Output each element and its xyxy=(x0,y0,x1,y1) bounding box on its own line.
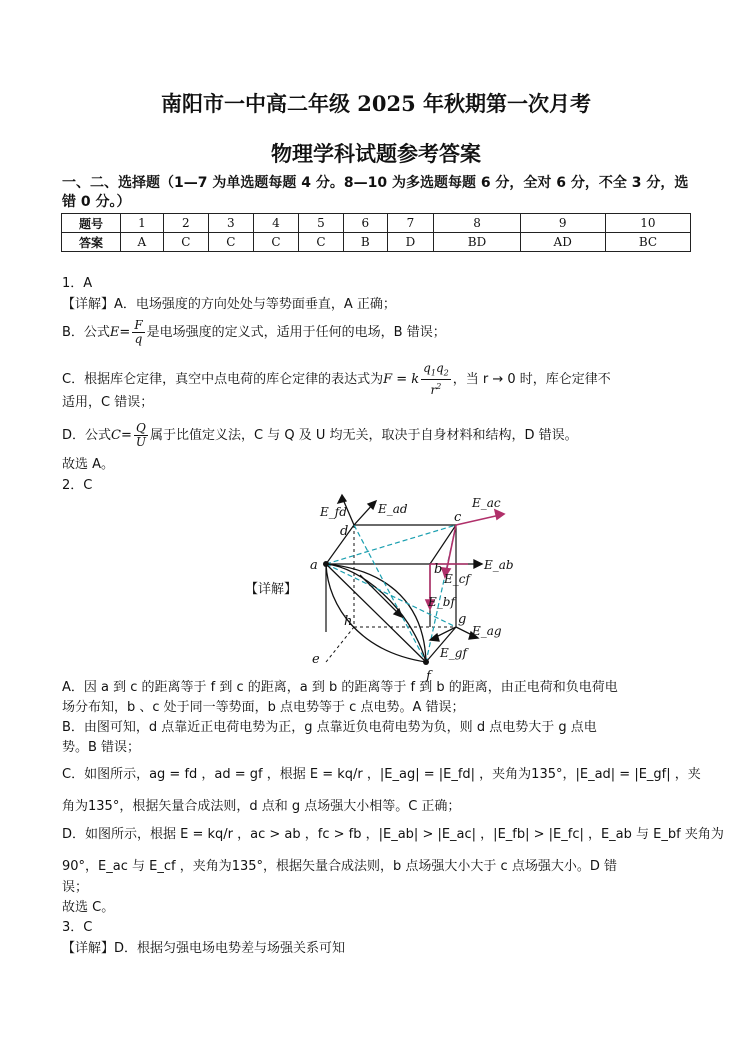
table-cell: B xyxy=(344,233,387,252)
label-f: f xyxy=(426,669,431,684)
table-cell: 5 xyxy=(298,214,343,233)
label-Ebf: E_bf xyxy=(428,595,455,609)
table-cell: 6 xyxy=(344,214,387,233)
label-g: g xyxy=(458,612,467,627)
label-Efd: E_fd xyxy=(320,505,347,519)
hidden-edge-eh xyxy=(326,627,354,662)
row-label-answer: 答案 xyxy=(62,233,121,252)
q2-detail-d-line3: 误； xyxy=(62,880,89,895)
q3-number: 3．C xyxy=(62,920,93,935)
table-cell: C xyxy=(208,233,253,252)
answer-table-row-answers xyxy=(62,233,691,252)
q1-conclusion: 故选 A。 xyxy=(62,457,115,472)
q2-detail-c-line2: 角为135°，根据矢量合成法则，d 点和 g 点场强大小相等。C 正确； xyxy=(62,799,461,814)
arrow-Eac xyxy=(456,515,500,525)
point-f xyxy=(423,659,429,665)
q2-detail-a-line1: A．因 a 到 c 的距离等于 f 到 c 的距离，a 到 b 的距离等于 f 到 b 的距离，由正电荷和负电荷电 xyxy=(62,680,618,695)
q2-conclusion: 故选 C。 xyxy=(62,900,115,915)
label-Ead: E_ad xyxy=(378,502,408,516)
q1-c-prefix: C．根据库仑定律，真空中点电荷的库仑定律的表达式为 xyxy=(62,372,384,388)
label-Eab: E_ab xyxy=(484,558,514,572)
label-d: d xyxy=(340,524,349,539)
arrowhead-Eab xyxy=(474,560,482,568)
label-c: c xyxy=(454,510,462,525)
dashed-df xyxy=(354,525,426,662)
table-cell: 3 xyxy=(208,214,253,233)
field-line-straight xyxy=(326,564,426,662)
table-cell: C xyxy=(253,233,298,252)
row-label-number: 题号 xyxy=(62,214,121,233)
label-Eag: E_ag xyxy=(472,624,502,638)
table-cell: BC xyxy=(605,233,690,252)
q1-number: 1．A xyxy=(62,276,93,291)
table-cell: 9 xyxy=(520,214,605,233)
label-a: a xyxy=(310,558,318,573)
page-subtitle: 物理学科试题参考答案 xyxy=(271,141,481,166)
formula-C-Q-over-U: $\frac{Q}{U}$ xyxy=(135,421,146,449)
label-h: h xyxy=(344,614,353,629)
section-heading xyxy=(62,174,698,212)
q1-detail-b: B．公式E= $\frac{F}{q}$ 是电场强度的定义式，适用于任何的电场，B 错误； xyxy=(62,318,446,346)
table-cell: C xyxy=(298,233,343,252)
table-cell: A xyxy=(121,233,164,252)
q1-detail-c: C．根据库仑定律，真空中点电荷的库仑定律的表达式为F = k $\frac{q_1q_2}{r^2}$ ，当 r → 0 时，库仑定律不 xyxy=(62,361,611,398)
label-Egf: E_gf xyxy=(440,646,467,660)
arrowhead-Efd xyxy=(338,495,346,503)
q1-b-prefix: B．公式 xyxy=(62,325,110,340)
field-direction-arrow xyxy=(360,575,400,615)
q2-detail-a-line2: 场分布知，b 、c 处于同一等势面，b 点电势等于 c 点电势。A 错误； xyxy=(62,700,465,715)
q1-detail-c-line2: 适用，C 错误； xyxy=(62,395,154,410)
q3-detail-d: 【详解】D．根据匀强电场电势差与场强关系可知 xyxy=(62,941,346,956)
label-Ecf: E_cf xyxy=(444,572,470,586)
label-e: e xyxy=(312,652,320,667)
table-cell: D xyxy=(387,233,434,252)
q1-d-prefix: D．公式 xyxy=(62,428,112,443)
q1-b-suffix: 是电场强度的定义式，适用于任何的电场，B 错误； xyxy=(146,325,446,340)
q2-detail-b-line1: B．由图可知，d 点靠近正电荷电势为正，g 点靠近负电荷电势为负，则 d 点电势大于 g 点电 xyxy=(62,720,597,735)
table-cell: AD xyxy=(520,233,605,252)
q2-number: 2．C xyxy=(62,478,93,493)
cube-field-diagram xyxy=(300,487,520,684)
answer-table-row-numbers xyxy=(62,214,691,233)
page-title: 南阳市一中高二年级 2025 年秋期第一次月考 xyxy=(160,91,592,116)
q2-detail-d-line2: 90°，E_ac 与 E_cf ，夹角为135°，根据矢量合成法则，b 点场强大小大于 c 点场强大小。D 错 xyxy=(62,859,617,874)
q2-detail-c-line1: C．如图所示，ag = fd ，ad = gf ，根据 E = kq/r ，|E_ag| = |E_fd| ，夹角为135°，|E_ad| = |E_gf| ，夹 xyxy=(62,767,701,782)
q2-detail-label: 【详解】 xyxy=(245,582,298,597)
table-cell: 4 xyxy=(253,214,298,233)
formula-E-F-over-q: $\frac{F}{q}$ xyxy=(134,318,143,346)
table-cell: 1 xyxy=(121,214,164,233)
q2-detail-d-line1: D．如图所示，根据 E = kq/r ，ac > ab ，fc > fb ，|E_ab| > |E_ac| ，|E_fb| > |E_fc| ，E_ab 与 E_bf 夹角为 xyxy=(62,827,724,842)
answer-table xyxy=(61,213,691,252)
table-cell: C xyxy=(163,233,208,252)
point-a xyxy=(323,561,329,567)
table-cell: 2 xyxy=(163,214,208,233)
table-cell: BD xyxy=(434,233,520,252)
table-cell: 10 xyxy=(605,214,690,233)
table-cell: 8 xyxy=(434,214,520,233)
formula-coulomb: $\frac{q_1q_2}{r^2}$ xyxy=(423,361,449,398)
q1-d-suffix: 属于比值定义法，C 与 Q 及 U 均无关，取决于自身材料和结构，D 错误。 xyxy=(150,428,578,443)
q1-detail-a: 【详解】A．电场强度的方向处处与等势面垂直，A 正确； xyxy=(62,297,396,312)
q1-detail-d: D．公式C= $\frac{Q}{U}$ 属于比值定义法，C 与 Q 及 U 均无关，取决于自身材料和结构，D 错误。 xyxy=(62,421,578,449)
section-heading-line2: 错 0 分。） xyxy=(62,194,131,210)
label-Eac: E_ac xyxy=(472,496,501,510)
table-cell: 7 xyxy=(387,214,434,233)
section-heading-line1: 一、二、选择题（1—7 为单选题每题 4 分。8—10 为多选题每题 6 分，全对 6 分，不全 3 分，选 xyxy=(62,175,689,191)
label-b: b xyxy=(434,562,443,577)
q1-c-suffix: ，当 r → 0 时，库仑定律不 xyxy=(452,372,611,388)
q2-detail-b-line2: 势。B 错误； xyxy=(62,740,141,755)
arrowhead-Eac xyxy=(495,510,504,519)
